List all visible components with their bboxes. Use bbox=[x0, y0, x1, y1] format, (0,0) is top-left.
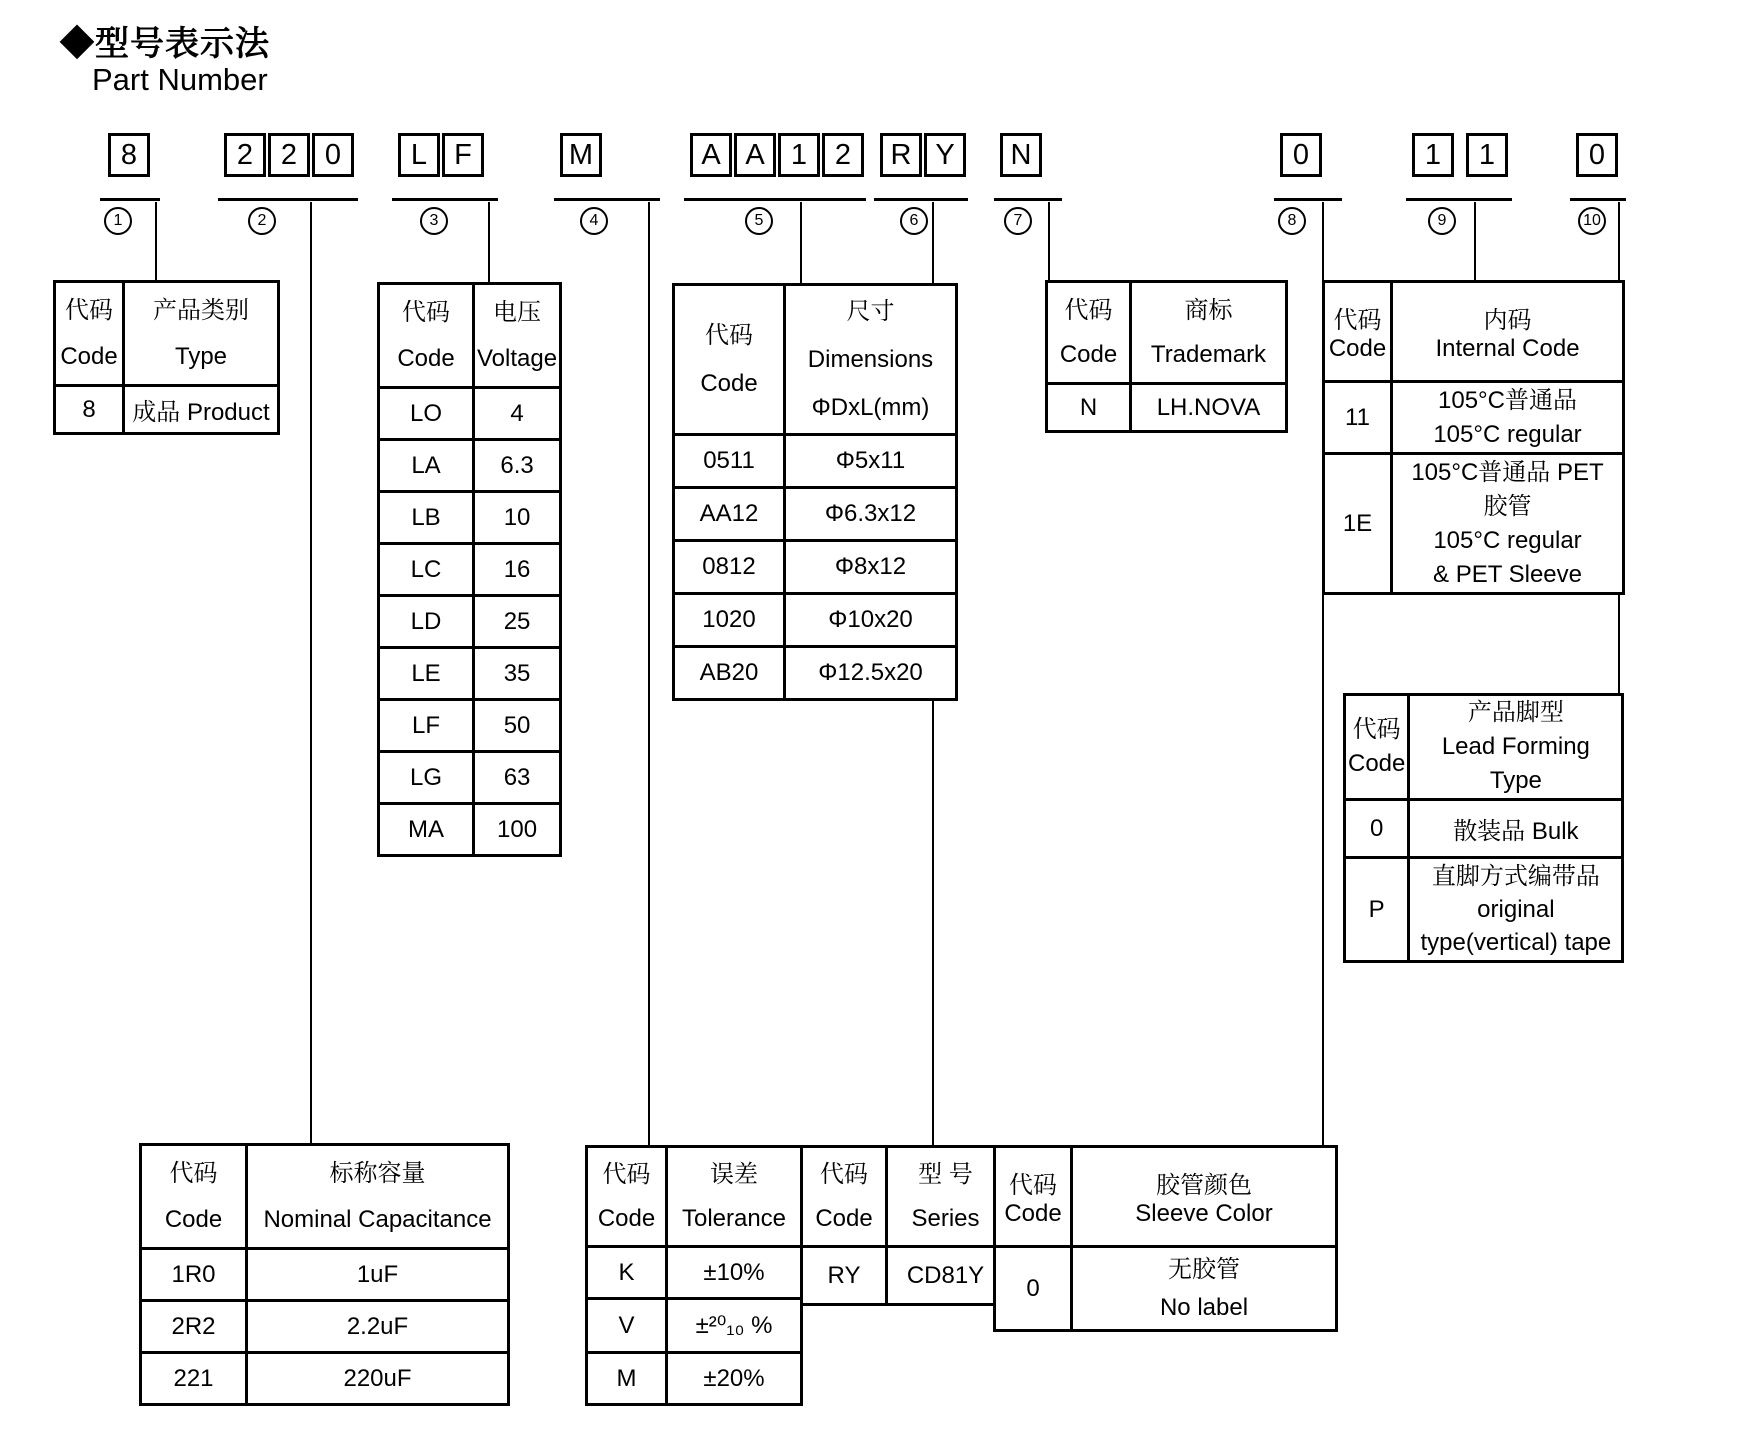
dimensions-code-cell: 0511 bbox=[674, 435, 785, 488]
dimensions-code-cell: AB20 bbox=[674, 647, 785, 700]
voltage-code-cell: MA bbox=[379, 804, 474, 856]
sleeve-code-cell: 0 bbox=[995, 1247, 1072, 1331]
segment-marker-9: 9 bbox=[1428, 207, 1456, 235]
trademark-value-header: 商标 Trademark bbox=[1131, 282, 1287, 384]
segment-marker-1: 1 bbox=[104, 207, 132, 235]
dimensions-code-cell: 0812 bbox=[674, 541, 785, 594]
voltage-code-cell: LO bbox=[379, 388, 474, 440]
tolerance-value-header: 误差 Tolerance bbox=[667, 1147, 802, 1247]
pn-char-box: R bbox=[880, 133, 922, 177]
pn-char-box: 1 bbox=[778, 133, 820, 177]
pn-group-underline bbox=[1274, 198, 1342, 201]
connector-line-9 bbox=[1474, 202, 1476, 280]
connector-line-7 bbox=[1048, 202, 1050, 280]
pn-char-box: L bbox=[398, 133, 440, 177]
voltage-value-cell: 25 bbox=[474, 596, 561, 648]
lead-forming-value-cell: 直脚方式编带品 original type(vertical) tape bbox=[1409, 858, 1623, 962]
segment-marker-8: 8 bbox=[1278, 207, 1306, 235]
lead-forming-code-cell: P bbox=[1345, 858, 1409, 962]
pn-char-box: 8 bbox=[108, 133, 150, 177]
pn-group-underline bbox=[392, 198, 498, 201]
series-code-header: 代码 Code bbox=[802, 1147, 887, 1247]
pn-char-box: 1 bbox=[1412, 133, 1454, 177]
trademark-table bbox=[1045, 280, 1288, 433]
sleeve-value-header: 胶管颜色 Sleeve Color bbox=[1072, 1147, 1337, 1247]
type-value-header: 产品类别 Type bbox=[124, 282, 279, 386]
pn-char-box: F bbox=[442, 133, 484, 177]
tolerance-code-header: 代码 Code bbox=[587, 1147, 667, 1247]
dimensions-value-cell: Φ5x11 bbox=[785, 435, 957, 488]
pn-group-underline bbox=[1570, 198, 1626, 201]
pn-group-underline bbox=[874, 198, 968, 201]
capacitance-code-cell: 221 bbox=[141, 1353, 247, 1405]
segment-marker-10: 10 bbox=[1578, 207, 1606, 235]
dimensions-value-header: 尺寸 Dimensions ΦDxL(mm) bbox=[785, 285, 957, 435]
dimensions-value-cell: Φ12.5x20 bbox=[785, 647, 957, 700]
pn-group-underline bbox=[100, 198, 160, 201]
dimensions-value-cell: Φ6.3x12 bbox=[785, 488, 957, 541]
dimensions-value-cell: Φ8x12 bbox=[785, 541, 957, 594]
tolerance-value-cell: ±20% bbox=[667, 1353, 802, 1405]
page-title-zh: ◆型号表示法 bbox=[60, 25, 270, 63]
voltage-table bbox=[377, 282, 562, 857]
pn-char-box: 1 bbox=[1466, 133, 1508, 177]
lead-forming-value-header: 产品脚型 Lead Forming Type bbox=[1409, 695, 1623, 800]
segment-marker-6: 6 bbox=[900, 207, 928, 235]
segment-marker-2: 2 bbox=[248, 207, 276, 235]
lead-forming-code-cell: 0 bbox=[1345, 800, 1409, 858]
pn-group-underline bbox=[218, 198, 358, 201]
pn-group-underline bbox=[554, 198, 660, 201]
pn-group-underline bbox=[684, 198, 866, 201]
tolerance-value-cell: ±²⁰₁₀ % bbox=[667, 1299, 802, 1353]
sleeve-code-header: 代码 Code bbox=[995, 1147, 1072, 1247]
capacitance-code-cell: 1R0 bbox=[141, 1249, 247, 1301]
voltage-value-cell: 35 bbox=[474, 648, 561, 700]
segment-marker-4: 4 bbox=[580, 207, 608, 235]
voltage-code-cell: LB bbox=[379, 492, 474, 544]
pn-group-underline bbox=[1406, 198, 1512, 201]
capacitance-value-cell: 2.2uF bbox=[247, 1301, 509, 1353]
pn-char-box: 2 bbox=[268, 133, 310, 177]
voltage-code-cell: LA bbox=[379, 440, 474, 492]
dimensions-value-cell: Φ10x20 bbox=[785, 594, 957, 647]
voltage-value-cell: 6.3 bbox=[474, 440, 561, 492]
connector-line-3 bbox=[488, 202, 490, 282]
pn-char-box: 0 bbox=[1280, 133, 1322, 177]
pn-char-box: M bbox=[560, 133, 602, 177]
sleeve-color-table bbox=[993, 1145, 1338, 1332]
voltage-value-cell: 63 bbox=[474, 752, 561, 804]
internal-code-table bbox=[1322, 280, 1625, 595]
segment-marker-5: 5 bbox=[745, 207, 773, 235]
capacitance-value-cell: 220uF bbox=[247, 1353, 509, 1405]
voltage-code-header: 代码 Code bbox=[379, 284, 474, 388]
capacitance-table bbox=[139, 1143, 510, 1406]
voltage-value-cell: 50 bbox=[474, 700, 561, 752]
voltage-value-cell: 100 bbox=[474, 804, 561, 856]
voltage-value-cell: 10 bbox=[474, 492, 561, 544]
voltage-code-cell: LE bbox=[379, 648, 474, 700]
connector-line-2 bbox=[310, 202, 312, 1143]
voltage-code-cell: LF bbox=[379, 700, 474, 752]
lead-forming-table bbox=[1343, 693, 1624, 963]
capacitance-value-cell: 1uF bbox=[247, 1249, 509, 1301]
trademark-code-cell: N bbox=[1047, 384, 1131, 432]
pn-char-box: 0 bbox=[312, 133, 354, 177]
connector-line-4 bbox=[648, 202, 650, 1145]
type-value-cell: 成品 Product bbox=[124, 386, 279, 434]
internal-code-header: 代码 Code bbox=[1324, 282, 1392, 382]
dimensions-code-cell: AA12 bbox=[674, 488, 785, 541]
voltage-code-cell: LG bbox=[379, 752, 474, 804]
series-value-header: 型 号 Series bbox=[887, 1147, 1005, 1247]
connector-line-5 bbox=[800, 202, 802, 283]
voltage-code-cell: LD bbox=[379, 596, 474, 648]
series-value-cell: CD81Y bbox=[887, 1247, 1005, 1305]
voltage-code-cell: LC bbox=[379, 544, 474, 596]
type-code-cell: 8 bbox=[55, 386, 124, 434]
dimensions-code-cell: 1020 bbox=[674, 594, 785, 647]
internal-code-cell: 11 bbox=[1324, 382, 1392, 454]
internal-value-cell: 105°C普通品 105°C regular bbox=[1392, 382, 1624, 454]
internal-value-cell: 105°C普通品 PET 胶管 105°C regular & PET Sleeve bbox=[1392, 454, 1624, 594]
voltage-value-header: 电压 Voltage bbox=[474, 284, 561, 388]
series-code-cell: RY bbox=[802, 1247, 887, 1305]
trademark-code-header: 代码 Code bbox=[1047, 282, 1131, 384]
tolerance-code-cell: V bbox=[587, 1299, 667, 1353]
pn-char-box: 0 bbox=[1576, 133, 1618, 177]
dimensions-table bbox=[672, 283, 958, 701]
pn-char-box: A bbox=[690, 133, 732, 177]
tolerance-code-cell: M bbox=[587, 1353, 667, 1405]
lead-forming-value-cell: 散装品 Bulk bbox=[1409, 800, 1623, 858]
capacitance-value-header: 标称容量 Nominal Capacitance bbox=[247, 1145, 509, 1249]
tolerance-code-cell: K bbox=[587, 1247, 667, 1299]
pn-char-box: N bbox=[1000, 133, 1042, 177]
segment-marker-7: 7 bbox=[1004, 207, 1032, 235]
lead-forming-code-header: 代码 Code bbox=[1345, 695, 1409, 800]
sleeve-value-cell: 无胶管 No label bbox=[1072, 1247, 1337, 1331]
type-code-header: 代码 Code bbox=[55, 282, 124, 386]
pn-char-box: 2 bbox=[822, 133, 864, 177]
dimensions-code-header: 代码 Code bbox=[674, 285, 785, 435]
capacitance-code-cell: 2R2 bbox=[141, 1301, 247, 1353]
tolerance-table bbox=[585, 1145, 803, 1406]
capacitance-code-header: 代码 Code bbox=[141, 1145, 247, 1249]
pn-char-box: Y bbox=[924, 133, 966, 177]
voltage-value-cell: 4 bbox=[474, 388, 561, 440]
pn-char-box: A bbox=[734, 133, 776, 177]
type-table bbox=[53, 280, 280, 435]
voltage-value-cell: 16 bbox=[474, 544, 561, 596]
pn-group-underline bbox=[994, 198, 1062, 201]
trademark-value-cell: LH.NOVA bbox=[1131, 384, 1287, 432]
page-title-en: Part Number bbox=[92, 62, 268, 97]
pn-char-box: 2 bbox=[224, 133, 266, 177]
series-table bbox=[800, 1145, 1006, 1306]
connector-line-1 bbox=[155, 202, 157, 280]
internal-value-header: 内码 Internal Code bbox=[1392, 282, 1624, 382]
internal-code-cell: 1E bbox=[1324, 454, 1392, 594]
tolerance-value-cell: ±10% bbox=[667, 1247, 802, 1299]
segment-marker-3: 3 bbox=[420, 207, 448, 235]
